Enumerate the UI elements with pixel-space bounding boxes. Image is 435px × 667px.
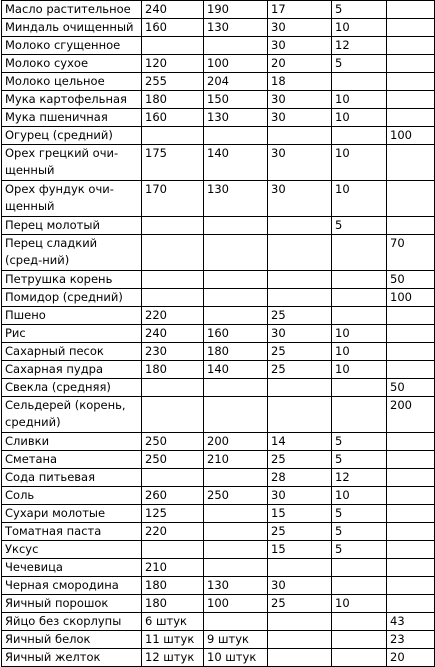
value-cell-1: 180	[142, 577, 204, 595]
value-cell-1	[142, 379, 204, 397]
value-cell-5: 200	[387, 397, 435, 433]
value-cell-2	[204, 469, 268, 487]
value-cell-1: 220	[142, 523, 204, 541]
value-cell-5	[387, 433, 435, 451]
value-cell-2: 250	[204, 487, 268, 505]
value-cell-4: 5	[332, 55, 387, 73]
table-row	[2, 631, 435, 649]
table-row	[2, 469, 435, 487]
value-cell-1	[142, 397, 204, 433]
value-cell-4: 5	[332, 505, 387, 523]
value-cell-2: 204	[204, 73, 268, 91]
value-cell-1: 170	[142, 181, 204, 217]
value-cell-2	[204, 307, 268, 325]
value-cell-2: 210	[204, 451, 268, 469]
value-cell-5	[387, 361, 435, 379]
value-cell-1	[142, 235, 204, 271]
table-body	[2, 1, 435, 667]
value-cell-2	[204, 379, 268, 397]
value-cell-2: 130	[204, 109, 268, 127]
table-row	[2, 325, 435, 343]
value-cell-2	[204, 613, 268, 631]
value-cell-5	[387, 325, 435, 343]
value-cell-2: 100	[204, 595, 268, 613]
value-cell-2: 9 штук	[204, 631, 268, 649]
value-cell-3: 18	[268, 73, 332, 91]
value-cell-3: 17	[268, 1, 332, 19]
table-row	[2, 127, 435, 145]
table-row	[2, 145, 435, 181]
value-cell-5	[387, 109, 435, 127]
value-cell-3: 30	[268, 577, 332, 595]
value-cell-3	[268, 127, 332, 145]
value-cell-5	[387, 487, 435, 505]
table-row	[2, 73, 435, 91]
value-cell-5	[387, 91, 435, 109]
value-cell-1: 6 штук	[142, 613, 204, 631]
value-cell-5	[387, 523, 435, 541]
value-cell-4	[332, 271, 387, 289]
value-cell-1	[142, 37, 204, 55]
value-cell-4	[332, 235, 387, 271]
value-cell-1: 230	[142, 343, 204, 361]
value-cell-4: 10	[332, 91, 387, 109]
value-cell-1	[142, 469, 204, 487]
value-cell-3	[268, 379, 332, 397]
value-cell-4: 12	[332, 469, 387, 487]
value-cell-3	[268, 397, 332, 433]
value-cell-4: 10	[332, 595, 387, 613]
value-cell-5	[387, 541, 435, 559]
value-cell-3: 30	[268, 91, 332, 109]
value-cell-3	[268, 559, 332, 577]
value-cell-4: 10	[332, 487, 387, 505]
product-name-cell: Рис	[2, 325, 142, 343]
value-cell-5	[387, 1, 435, 19]
product-name-cell: Мука пшеничная	[2, 109, 142, 127]
value-cell-2	[204, 559, 268, 577]
product-name-cell: Яичный белок	[2, 631, 142, 649]
value-cell-2: 140	[204, 145, 268, 181]
value-cell-4: 5	[332, 541, 387, 559]
value-cell-5: 23	[387, 631, 435, 649]
product-name-cell: Молоко цельное	[2, 73, 142, 91]
value-cell-4	[332, 73, 387, 91]
value-cell-3: 25	[268, 451, 332, 469]
value-cell-5	[387, 217, 435, 235]
value-cell-2	[204, 127, 268, 145]
table-row	[2, 55, 435, 73]
table-row	[2, 433, 435, 451]
value-cell-3	[268, 271, 332, 289]
product-name-cell: Помидор (средний)	[2, 289, 142, 307]
value-cell-4: 5	[332, 1, 387, 19]
value-cell-3	[268, 613, 332, 631]
value-cell-3: 25	[268, 595, 332, 613]
value-cell-5	[387, 451, 435, 469]
value-cell-4	[332, 397, 387, 433]
value-cell-1: 220	[142, 307, 204, 325]
value-cell-2	[204, 397, 268, 433]
value-cell-3	[268, 649, 332, 667]
product-name-cell: Черная смородина	[2, 577, 142, 595]
value-cell-1: 11 штук	[142, 631, 204, 649]
value-cell-3: 25	[268, 307, 332, 325]
table-row	[2, 271, 435, 289]
value-cell-5: 50	[387, 379, 435, 397]
value-cell-3: 15	[268, 541, 332, 559]
product-name-cell: Орех грецкий очи-щенный	[2, 145, 142, 181]
value-cell-5	[387, 307, 435, 325]
table-row	[2, 217, 435, 235]
product-name-cell: Томатная паста	[2, 523, 142, 541]
value-cell-2: 130	[204, 19, 268, 37]
product-name-cell: Уксус	[2, 541, 142, 559]
value-cell-2: 130	[204, 577, 268, 595]
table-row	[2, 181, 435, 217]
value-cell-5	[387, 559, 435, 577]
value-cell-4: 10	[332, 181, 387, 217]
value-cell-5	[387, 181, 435, 217]
product-name-cell: Яйцо без скорлупы	[2, 613, 142, 631]
table-row	[2, 451, 435, 469]
table-row	[2, 523, 435, 541]
value-cell-2	[204, 37, 268, 55]
value-cell-1: 250	[142, 433, 204, 451]
value-cell-4	[332, 649, 387, 667]
value-cell-4	[332, 307, 387, 325]
value-cell-1	[142, 289, 204, 307]
value-cell-2: 10 штук	[204, 649, 268, 667]
table-row	[2, 361, 435, 379]
value-cell-3: 25	[268, 343, 332, 361]
table-row	[2, 505, 435, 523]
value-cell-3: 25	[268, 523, 332, 541]
table-row	[2, 487, 435, 505]
value-cell-4	[332, 127, 387, 145]
table-row	[2, 559, 435, 577]
table-row	[2, 19, 435, 37]
value-cell-3	[268, 217, 332, 235]
value-cell-2	[204, 541, 268, 559]
value-cell-2: 150	[204, 91, 268, 109]
value-cell-3: 30	[268, 37, 332, 55]
value-cell-4: 5	[332, 451, 387, 469]
table-row	[2, 1, 435, 19]
value-cell-1: 125	[142, 505, 204, 523]
value-cell-4	[332, 379, 387, 397]
value-cell-3	[268, 289, 332, 307]
value-cell-2: 190	[204, 1, 268, 19]
table-row	[2, 343, 435, 361]
value-cell-5	[387, 577, 435, 595]
value-cell-1: 210	[142, 559, 204, 577]
table-row	[2, 379, 435, 397]
product-name-cell: Миндаль очищенный	[2, 19, 142, 37]
value-cell-4: 12	[332, 37, 387, 55]
value-cell-4: 10	[332, 325, 387, 343]
value-cell-2: 200	[204, 433, 268, 451]
product-name-cell: Свекла (средняя)	[2, 379, 142, 397]
value-cell-4	[332, 559, 387, 577]
product-name-cell: Сметана	[2, 451, 142, 469]
value-cell-3: 30	[268, 325, 332, 343]
value-cell-5: 50	[387, 271, 435, 289]
value-cell-4	[332, 631, 387, 649]
value-cell-3: 30	[268, 109, 332, 127]
product-name-cell: Сельдерей (корень, средний)	[2, 397, 142, 433]
value-cell-2	[204, 523, 268, 541]
value-cell-3: 30	[268, 181, 332, 217]
value-cell-1: 175	[142, 145, 204, 181]
value-cell-5	[387, 595, 435, 613]
product-name-cell: Яичный желток	[2, 649, 142, 667]
value-cell-2	[204, 289, 268, 307]
value-cell-3: 30	[268, 19, 332, 37]
table-row	[2, 577, 435, 595]
product-name-cell: Сахарный песок	[2, 343, 142, 361]
value-cell-1: 180	[142, 595, 204, 613]
value-cell-5: 100	[387, 127, 435, 145]
product-name-cell: Сливки	[2, 433, 142, 451]
table-row	[2, 307, 435, 325]
value-cell-1	[142, 217, 204, 235]
value-cell-5	[387, 55, 435, 73]
table-row	[2, 289, 435, 307]
value-cell-2	[204, 217, 268, 235]
value-cell-3: 30	[268, 145, 332, 181]
value-cell-3: 15	[268, 505, 332, 523]
value-cell-1: 240	[142, 325, 204, 343]
value-cell-3: 20	[268, 55, 332, 73]
value-cell-4: 5	[332, 433, 387, 451]
product-name-cell: Пшено	[2, 307, 142, 325]
table-row	[2, 649, 435, 667]
product-name-cell: Яичный порошок	[2, 595, 142, 613]
product-name-cell: Сода питьевая	[2, 469, 142, 487]
value-cell-1: 160	[142, 109, 204, 127]
table-row	[2, 109, 435, 127]
value-cell-1: 180	[142, 361, 204, 379]
product-name-cell: Соль	[2, 487, 142, 505]
product-name-cell: Масло растительное	[2, 1, 142, 19]
product-measures-table	[1, 0, 435, 667]
value-cell-4: 10	[332, 145, 387, 181]
value-cell-4: 10	[332, 361, 387, 379]
value-cell-2	[204, 505, 268, 523]
value-cell-5: 20	[387, 649, 435, 667]
value-cell-1: 120	[142, 55, 204, 73]
value-cell-5	[387, 73, 435, 91]
value-cell-5	[387, 505, 435, 523]
value-cell-3	[268, 631, 332, 649]
table-row	[2, 235, 435, 271]
value-cell-4	[332, 577, 387, 595]
value-cell-5: 43	[387, 613, 435, 631]
value-cell-1: 260	[142, 487, 204, 505]
product-name-cell: Перец сладкий (сред-ний)	[2, 235, 142, 271]
value-cell-1	[142, 127, 204, 145]
value-cell-1	[142, 541, 204, 559]
table-row	[2, 37, 435, 55]
product-name-cell: Сахарная пудра	[2, 361, 142, 379]
value-cell-5: 100	[387, 289, 435, 307]
value-cell-2: 140	[204, 361, 268, 379]
value-cell-5	[387, 469, 435, 487]
value-cell-5	[387, 145, 435, 181]
value-cell-2: 130	[204, 181, 268, 217]
product-name-cell: Молоко сухое	[2, 55, 142, 73]
product-name-cell: Сухари молотые	[2, 505, 142, 523]
value-cell-5	[387, 343, 435, 361]
value-cell-4: 10	[332, 19, 387, 37]
value-cell-2: 100	[204, 55, 268, 73]
value-cell-5	[387, 19, 435, 37]
value-cell-3: 30	[268, 487, 332, 505]
value-cell-4: 10	[332, 109, 387, 127]
table-row	[2, 595, 435, 613]
product-name-cell: Молоко сгущенное	[2, 37, 142, 55]
value-cell-3: 25	[268, 361, 332, 379]
table-row	[2, 613, 435, 631]
value-cell-3	[268, 235, 332, 271]
product-name-cell: Перец молотый	[2, 217, 142, 235]
product-name-cell: Чечевица	[2, 559, 142, 577]
value-cell-4	[332, 289, 387, 307]
value-cell-1: 12 штук	[142, 649, 204, 667]
value-cell-4: 10	[332, 343, 387, 361]
value-cell-2	[204, 235, 268, 271]
table-row	[2, 541, 435, 559]
product-name-cell: Петрушка корень	[2, 271, 142, 289]
product-name-cell: Огурец (средний)	[2, 127, 142, 145]
value-cell-3: 14	[268, 433, 332, 451]
table-row	[2, 397, 435, 433]
value-cell-1: 250	[142, 451, 204, 469]
value-cell-5	[387, 37, 435, 55]
value-cell-4	[332, 613, 387, 631]
value-cell-1: 255	[142, 73, 204, 91]
value-cell-3: 28	[268, 469, 332, 487]
value-cell-4: 5	[332, 523, 387, 541]
value-cell-1: 240	[142, 1, 204, 19]
product-name-cell: Орех фундук очи-щенный	[2, 181, 142, 217]
value-cell-2: 180	[204, 343, 268, 361]
value-cell-2	[204, 271, 268, 289]
value-cell-1	[142, 271, 204, 289]
table-row	[2, 91, 435, 109]
product-name-cell: Мука картофельная	[2, 91, 142, 109]
value-cell-2: 160	[204, 325, 268, 343]
value-cell-4: 5	[332, 217, 387, 235]
value-cell-1: 180	[142, 91, 204, 109]
value-cell-5: 70	[387, 235, 435, 271]
value-cell-1: 160	[142, 19, 204, 37]
